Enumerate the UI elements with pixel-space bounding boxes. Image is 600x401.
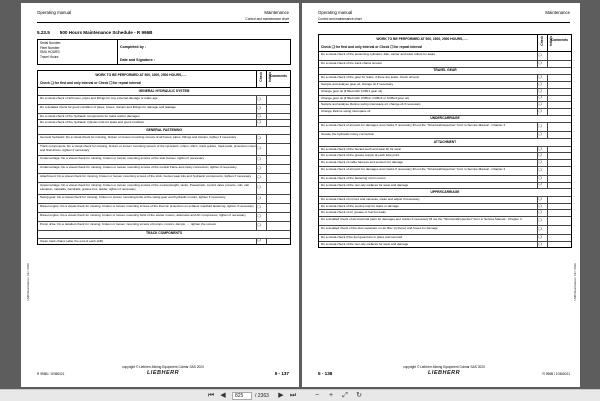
task-description: Grease the hydraulic rotary connection bbox=[321, 132, 375, 137]
checkbox-icon[interactable]: ❑ bbox=[538, 75, 542, 80]
liebherr-logo: LIEBHERR bbox=[427, 370, 461, 376]
page-footer bbox=[37, 365, 289, 379]
table-row bbox=[319, 89, 571, 96]
task-description: Attachment: Do a visual check for missing, broken or loosen mounting screws of the stick, bucket wear kits and hydraulic components, tighten if necessary bbox=[40, 173, 252, 178]
checkbox-icon[interactable]: ❑ bbox=[257, 135, 261, 140]
checkbox-icon[interactable]: ❑ bbox=[257, 213, 261, 218]
checkbox-icon[interactable]: ❑ bbox=[257, 174, 261, 179]
task-description: Sample and analyse gear oil, change oil if necessary bbox=[321, 82, 394, 87]
table-row bbox=[319, 197, 571, 204]
checkbox-icon[interactable]: ❑ bbox=[538, 88, 542, 93]
footer-document-id: R 996B / 10360021 bbox=[37, 372, 65, 376]
checkbox-icon[interactable]: ❑ bbox=[538, 218, 542, 223]
table-row bbox=[38, 213, 290, 222]
task-description: Pump drive: Do a detailed check for missing, broken or loosen mounting screws of pumps, motors, damps, ..., tighten the screws bbox=[40, 221, 216, 226]
task-description: Do a visual check of the service trap for leaks or damage bbox=[321, 203, 399, 208]
table-row bbox=[319, 96, 571, 103]
table-row bbox=[38, 165, 290, 174]
footer-copyright: copyright © Liebherr-Mining Equipment Colmar SAS 2020 bbox=[122, 365, 204, 369]
table-section-heading: GENERAL FASTENING bbox=[38, 127, 290, 135]
task-description: Do a visual check of the fastening of pin covers bbox=[321, 175, 386, 180]
table-row bbox=[319, 242, 571, 248]
prev-page-icon[interactable]: ◀ bbox=[220, 392, 226, 399]
checkbox-icon[interactable]: ❑ bbox=[538, 124, 542, 129]
table-row bbox=[319, 147, 571, 154]
table-row bbox=[38, 222, 290, 231]
table-row bbox=[38, 135, 290, 144]
task-description: Do a visual check of the non-oily surfaces for wear and damage bbox=[321, 241, 409, 246]
task-description: Diesel engine: Do a visual check for missing, broken or loosen mounting bolts of the starter motors, alternator and AC compressor, tighten if necessary bbox=[40, 212, 246, 217]
checkbox-icon[interactable]: ❑ bbox=[257, 113, 261, 118]
task-description: Undercarriage: Do a visual check for missing, broken or loosen mounting screws of the side frames, tighten if necessary bbox=[40, 155, 205, 160]
table-header bbox=[319, 35, 571, 52]
task-description: Do a visual check of the hydraulic cylinder rods for leaks and good condition bbox=[40, 120, 145, 125]
checkbox-icon[interactable]: ❑ bbox=[257, 120, 261, 125]
checkbox-icon[interactable]: ❑ bbox=[538, 182, 542, 187]
checkbox-icon[interactable]: ❑ bbox=[538, 167, 542, 172]
column-divider bbox=[256, 71, 257, 87]
header-manual-label: Operating manual bbox=[37, 10, 72, 15]
table-section-heading: UNDERCARRIAGE bbox=[319, 116, 571, 124]
column-header-check: Check bbox=[259, 72, 263, 82]
task-description: Do a detailed check of the dust separator on air filter (cyclone) and hoses for damage bbox=[321, 226, 438, 231]
column-header-comments: Comments bbox=[550, 38, 568, 42]
checkbox-icon[interactable]: ❑ bbox=[538, 227, 542, 232]
column-divider bbox=[266, 71, 267, 87]
table-head-instruction: Check ❑ for first and only interval or Check ❒ for repeat interval bbox=[321, 45, 422, 49]
column-header-initials: Initials bbox=[549, 36, 553, 47]
fleet-number-label: Fleet Number: bbox=[40, 45, 61, 50]
task-description: Do a visual check of mirrors and cameras, clean and adjust if necessary bbox=[321, 196, 420, 201]
table-head-title: WORK TO BE PERFORMED AT 500, 1500, 2500 HOURS,..... bbox=[376, 37, 468, 41]
task-description: Clean track chains (after the end of each shift) bbox=[40, 238, 104, 243]
table-section-heading: GENERAL HYDRAULIC SYSTEM bbox=[38, 88, 290, 96]
date-signature-label: Date and Signature : bbox=[120, 58, 155, 62]
completed-by-label: Completed by : bbox=[120, 45, 146, 49]
page-number: 5 - 137 bbox=[274, 371, 289, 376]
task-description: Do a visual check of the tensioning cylinders, tiller, carrier and track rollers for leaks bbox=[321, 52, 436, 56]
travel-hours-label: Travel Hours: bbox=[40, 54, 60, 59]
page-side-note: LMC/Dezrikation: 06 / 2020 bbox=[26, 263, 30, 301]
table-row bbox=[319, 176, 571, 183]
checkbox-icon[interactable]: ❑ bbox=[538, 196, 542, 201]
table-section-heading: TRAVEL GEAR bbox=[319, 68, 571, 76]
next-page-icon[interactable]: ▶ bbox=[278, 392, 284, 399]
task-description: Do a visual check of the bucket teeth and wear kit for wear bbox=[321, 146, 402, 151]
checkbox-icon[interactable]: ❑ bbox=[257, 185, 261, 190]
document-page-right bbox=[302, 3, 580, 387]
table-section-heading: UPPERCARRIAGE bbox=[319, 189, 571, 197]
checkbox-icon[interactable]: ❑ bbox=[538, 82, 542, 87]
table-row bbox=[38, 105, 290, 114]
column-header-comments: Comments bbox=[269, 74, 287, 78]
last-page-icon[interactable]: ⏭ bbox=[289, 392, 297, 399]
table-row bbox=[319, 167, 571, 176]
table-row bbox=[319, 160, 571, 167]
table-row bbox=[38, 120, 290, 127]
header-subsection-label: Control and maintenance chart bbox=[245, 16, 289, 21]
checkbox-icon[interactable]: ❑ bbox=[538, 53, 542, 58]
task-description: Change gear oil (if filled with COBx2, COBx3 or COBx4 gear oil) bbox=[321, 95, 409, 100]
page-total-label: / 2363 bbox=[255, 393, 269, 399]
task-description: Diesel engine: Do a visual check for missing, broken or loosen mounting screws of the thermic protection on exhaust manifold fastening, tighten if necessary bbox=[40, 203, 254, 208]
table-row bbox=[38, 183, 290, 195]
table-section-heading: ATTACHMENT bbox=[319, 139, 571, 147]
table-row bbox=[319, 226, 571, 235]
table-row bbox=[319, 123, 571, 132]
zoom-out-icon[interactable]: − bbox=[314, 392, 320, 399]
task-description: Do a visual check of the track chains tension bbox=[321, 61, 383, 65]
task-description: Sample and analyse lifetime swing interspace oil, change oil if necessary bbox=[321, 102, 421, 107]
task-description: Uppercarriage: Do a visual check for missing, broken or loosen mounting screws of the counterweight, tanks, Powerpack, control valve console, cab, cab elevation, catwalks, handrails, grease box, ladder, tighten if necessary bbox=[40, 182, 250, 191]
checkbox-icon[interactable]: ❑ bbox=[257, 222, 261, 227]
table-row bbox=[319, 109, 571, 116]
header-subsection-label: Control and maintenance chart bbox=[318, 16, 362, 21]
page-header bbox=[37, 9, 289, 23]
machine-info-fields bbox=[38, 40, 118, 64]
table-row bbox=[319, 210, 571, 217]
checkbox-icon[interactable]: ❑ bbox=[538, 175, 542, 180]
table-body bbox=[38, 88, 290, 244]
checkbox-icon[interactable]: ❑ bbox=[538, 203, 542, 208]
section-number: 5.23.5 bbox=[37, 30, 50, 35]
table-section-heading: TRACK COMPONENTS bbox=[38, 231, 290, 239]
viewer-toolbar bbox=[0, 389, 600, 401]
serial-number-label: Serial Number: bbox=[40, 41, 62, 45]
column-divider bbox=[537, 35, 538, 51]
header-manual-label: Operating manual bbox=[318, 10, 353, 15]
page-header bbox=[318, 9, 570, 23]
task-description: General hydraulic: Do a visual check for missing, broken or loosen mounting screws of all hoses, pipes, fittings and clamps, tighten if necessary bbox=[40, 134, 237, 139]
task-description: Change gear oil (if filled with COBr1 gear oil) bbox=[321, 88, 383, 93]
table-row bbox=[319, 75, 571, 82]
task-description: Do a visual check of the gear for leaks, if there are leaks, check oil level bbox=[321, 75, 420, 80]
checkbox-icon[interactable]: ❑ bbox=[257, 204, 261, 209]
task-description: Do a visual check of oil, grease or fuel for leaks bbox=[321, 210, 386, 215]
checkbox-icon[interactable]: ❑ bbox=[538, 160, 542, 165]
table-row bbox=[319, 82, 571, 89]
zoom-in-icon[interactable]: + bbox=[328, 392, 334, 399]
page-number-input[interactable]: 825 bbox=[232, 392, 252, 400]
page-side-note: LMC/Dezrikation: 06 / 2020 bbox=[573, 263, 577, 301]
smu-hours-label: SMU HOURS: bbox=[40, 50, 61, 55]
column-divider bbox=[547, 35, 548, 51]
table-body bbox=[319, 52, 571, 247]
table-row bbox=[38, 204, 290, 213]
footer-document-id: R 996B / 10360021 bbox=[542, 372, 570, 376]
maintenance-table-right bbox=[318, 34, 572, 248]
checkbox-icon[interactable]: ❑ bbox=[538, 146, 542, 151]
header-section-label: Maintenance bbox=[264, 10, 289, 15]
checkbox-icon[interactable]: ❑ bbox=[257, 195, 261, 200]
checkbox-icon[interactable]: ❑ bbox=[257, 156, 261, 161]
task-description: Track components: Do a visual check for missing, broken or loosen mounting screws of the sprockets, rollers, tillers, track guides, track pads, protection covers and final drives, tighten if necessary bbox=[40, 143, 258, 152]
rotate-icon[interactable]: ↻ bbox=[356, 392, 362, 399]
table-head-instruction: Check ❑ for first and only interval or Check ❒ for repeat interval bbox=[40, 81, 141, 85]
task-description: Do a visual check of all parts for damages and cracks If necessary fill out the "StructuralInspection" form in Service Manual - Chapter 4 bbox=[321, 123, 506, 128]
checkbox-icon[interactable]: ❑ bbox=[538, 95, 542, 100]
checkbox-icon[interactable]: ❑ bbox=[538, 210, 542, 215]
table-row bbox=[319, 132, 571, 139]
checkbox-icon[interactable]: ❑ bbox=[538, 60, 542, 65]
table-row bbox=[319, 183, 571, 190]
table-head-title: WORK TO BE PERFORMED AT 500, 1500, 2500 HOURS,..... bbox=[95, 73, 187, 77]
column-header-check: Check bbox=[540, 36, 544, 46]
document-page-left bbox=[21, 3, 299, 387]
checkbox-icon[interactable]: ❑ bbox=[538, 241, 542, 246]
table-row bbox=[38, 239, 290, 245]
table-row bbox=[38, 156, 290, 165]
first-page-icon[interactable]: ⏮ bbox=[207, 392, 215, 399]
footer-copyright: copyright © Liebherr-Mining Equipment Colmar SAS 2020 bbox=[403, 365, 485, 369]
task-description: Do a detailed check for good condition of pipes, hoses, clamps and fittings for damage and leakage bbox=[40, 104, 176, 109]
table-row bbox=[319, 52, 571, 61]
checkbox-icon[interactable]: ❑ bbox=[538, 235, 542, 240]
table-row bbox=[38, 174, 290, 183]
table-row bbox=[319, 61, 571, 68]
checkbox-icon[interactable]: ❑ bbox=[257, 146, 261, 151]
table-row bbox=[319, 204, 571, 211]
table-row bbox=[38, 96, 290, 105]
task-description: Do a visual check of the hydraulic components for leaks and/or damages bbox=[40, 113, 140, 118]
checkbox-icon[interactable]: ❑ bbox=[257, 96, 261, 101]
column-header-initials: Initials bbox=[268, 72, 272, 83]
table-row bbox=[38, 114, 290, 121]
machine-info-box bbox=[37, 39, 291, 65]
table-row bbox=[38, 195, 290, 204]
table-row bbox=[319, 217, 571, 226]
task-description: Do a detailed check of all structural parts for damages and cracks If necessary fill out the "StructuralInspection" form in Service Manual - Chapter 4 bbox=[321, 217, 522, 222]
task-description: Swing gear: Do a visual check for missing, broken or loosen mounting bolts of the swing gear and hydraulic motors, tighten if necessary bbox=[40, 194, 226, 199]
section-heading: 500 Hours Maintenance Schedule - R 996B bbox=[59, 30, 153, 35]
table-row bbox=[319, 153, 571, 160]
section-title bbox=[37, 30, 162, 35]
checkbox-icon[interactable]: ❑ bbox=[538, 132, 542, 137]
table-row bbox=[38, 144, 290, 156]
task-description: Do a visual check of all parts for damages and cracks If necessary fill out the "StructuralInspection" form in Service Manual - Chapter 4 bbox=[321, 166, 506, 171]
page-footer bbox=[318, 365, 570, 379]
checkbox-icon[interactable]: ❑ bbox=[257, 105, 261, 110]
task-description: Do a visual check of cable harness and sensors for damage bbox=[321, 160, 404, 165]
maintenance-table-left bbox=[37, 70, 291, 245]
checkbox-icon[interactable]: ❑ bbox=[257, 165, 261, 170]
signoff-fields bbox=[120, 41, 288, 67]
task-description: Do a visual check of all hoses, pipes and fittings for any external damage or leaks age bbox=[40, 95, 158, 100]
table-row bbox=[319, 235, 571, 242]
checkbox-icon[interactable]: ❑ bbox=[257, 238, 261, 243]
task-description: Do a visual check if the fuel guard are in place and secured bbox=[321, 235, 403, 240]
fit-page-icon[interactable]: ⤢ bbox=[342, 392, 348, 399]
task-description: Undercarriage: Do a visual check for missing, broken or loosen mounting screws of the central frame and rotary connection, tighten if necessary bbox=[40, 164, 237, 169]
table-header bbox=[38, 71, 290, 88]
task-description: Do a visual check of the grease supply at each lube point bbox=[321, 153, 400, 158]
header-section-label: Maintenance bbox=[545, 10, 570, 15]
liebherr-logo: LIEBHERR bbox=[146, 370, 180, 376]
page-number: 5 - 138 bbox=[318, 371, 333, 376]
table-row bbox=[319, 102, 571, 109]
checkbox-icon[interactable]: ❑ bbox=[538, 108, 542, 113]
checkbox-icon[interactable]: ❑ bbox=[538, 102, 542, 107]
task-description: Do a visual check of the non-oily surfaces for wear and damage bbox=[321, 182, 409, 187]
task-description: Change lifetime swing interspace oil bbox=[321, 108, 371, 113]
checkbox-icon[interactable]: ❑ bbox=[538, 153, 542, 158]
